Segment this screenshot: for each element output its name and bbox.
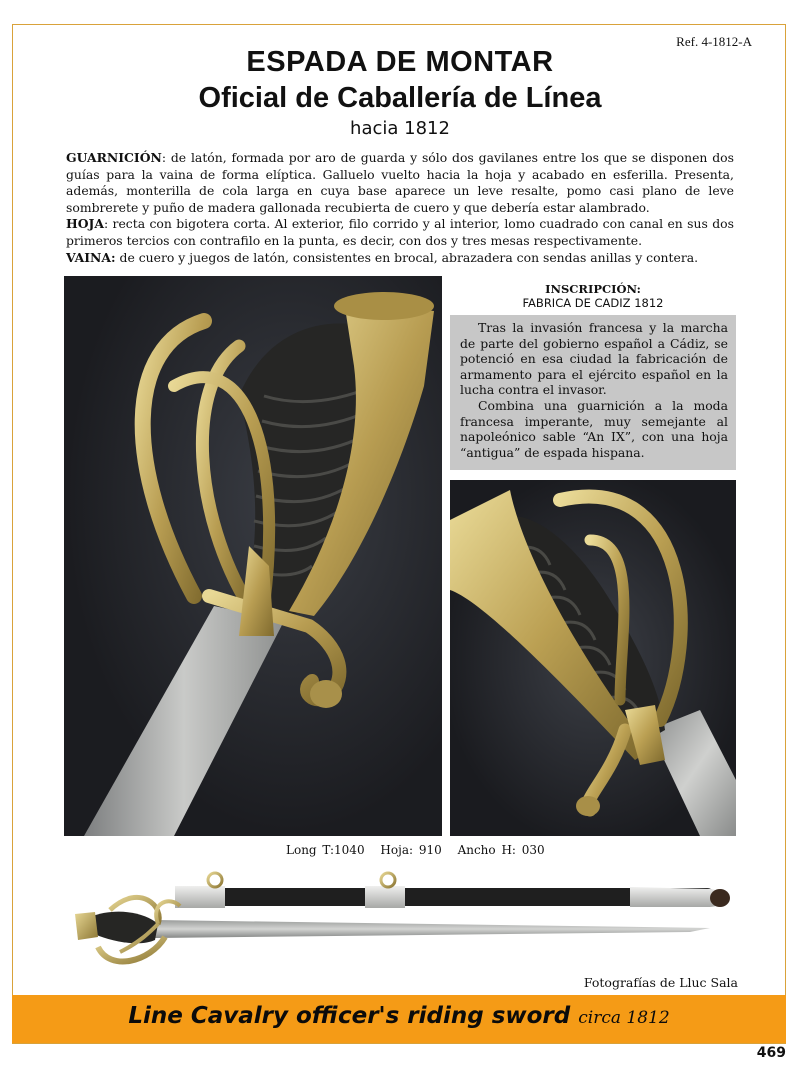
blade-length: Hoja: 910 (380, 843, 442, 857)
history-paragraph-1: Tras la invasión francesa y la marcha de parte del gobierno español a Cádiz, se potenció en esa ciudad la fabricación de armamento para el ejército español en la lucha contra el invasor. (460, 320, 728, 398)
hoja-text: : recta con bigotera corta. Al exterior, filo corrido y al interior, lomo cuadrado con canal en sus dos primeros tercios con contrafilo en la punta, es decir, con dos y tres mesas respectivamente. (66, 216, 734, 248)
sword-and-scabbard-illustration (70, 862, 740, 982)
page-title: ESPADA DE MONTAR (246, 46, 554, 78)
hilt-photo-main (64, 276, 442, 836)
description-block (66, 150, 734, 266)
english-title: Line Cavalry officer's riding sword (128, 1003, 571, 1029)
history-panel (450, 315, 736, 470)
english-title-banner (12, 995, 786, 1043)
hilt-illustration-side (450, 480, 736, 836)
reference-number: Ref. 4-1812-A (676, 34, 752, 49)
photo-credit: Fotografías de Lluc Sala (583, 975, 738, 990)
inscription-label: INSCRIPCIÓN: (545, 282, 641, 296)
page-date: hacia 1812 (350, 118, 450, 139)
hilt-width: Ancho H: 030 (457, 843, 545, 857)
dimensions-line (286, 843, 555, 857)
full-sword-photo (70, 862, 740, 982)
hilt-photo-side (450, 480, 736, 836)
english-circa: circa 1812 (578, 1008, 670, 1028)
vaina-text: de cuero y juegos de latón, consistentes en brocal, abrazadera con sendas anillas y contera. (115, 249, 699, 265)
guarnicion-text: : de latón, formada por aro de guarda y sólo dos gavilanes entre los que se disponen dos guías para la vaina de forma elíptica. Galluelo vuelto hacia la hoja y acabado en esferilla. Presenta, además, monterilla de cola larga en cuya base aparece un leve resalte, pomo casi plano de leve sombrerete y puño de madera gallonada recubierta de cuero y que debería estar alambrado. (66, 150, 734, 215)
page-number: 469 (756, 1045, 786, 1061)
total-length: Long T:1040 (286, 843, 365, 857)
guarnicion-label: GUARNICIÓN (66, 150, 162, 165)
page-subtitle: Oficial de Caballería de Línea (198, 82, 602, 114)
history-paragraph-2: Combina una guarnición a la moda francesa imperante, muy semejante al napoleónico sable “An IX”, con una hoja “antigua” de espada hispana. (460, 397, 728, 460)
vaina-label: VAINA: (66, 249, 116, 265)
hilt-illustration-main (64, 276, 442, 836)
inscription-text: FABRICA DE CADIZ 1812 (522, 296, 664, 310)
hoja-label: HOJA (66, 216, 104, 232)
